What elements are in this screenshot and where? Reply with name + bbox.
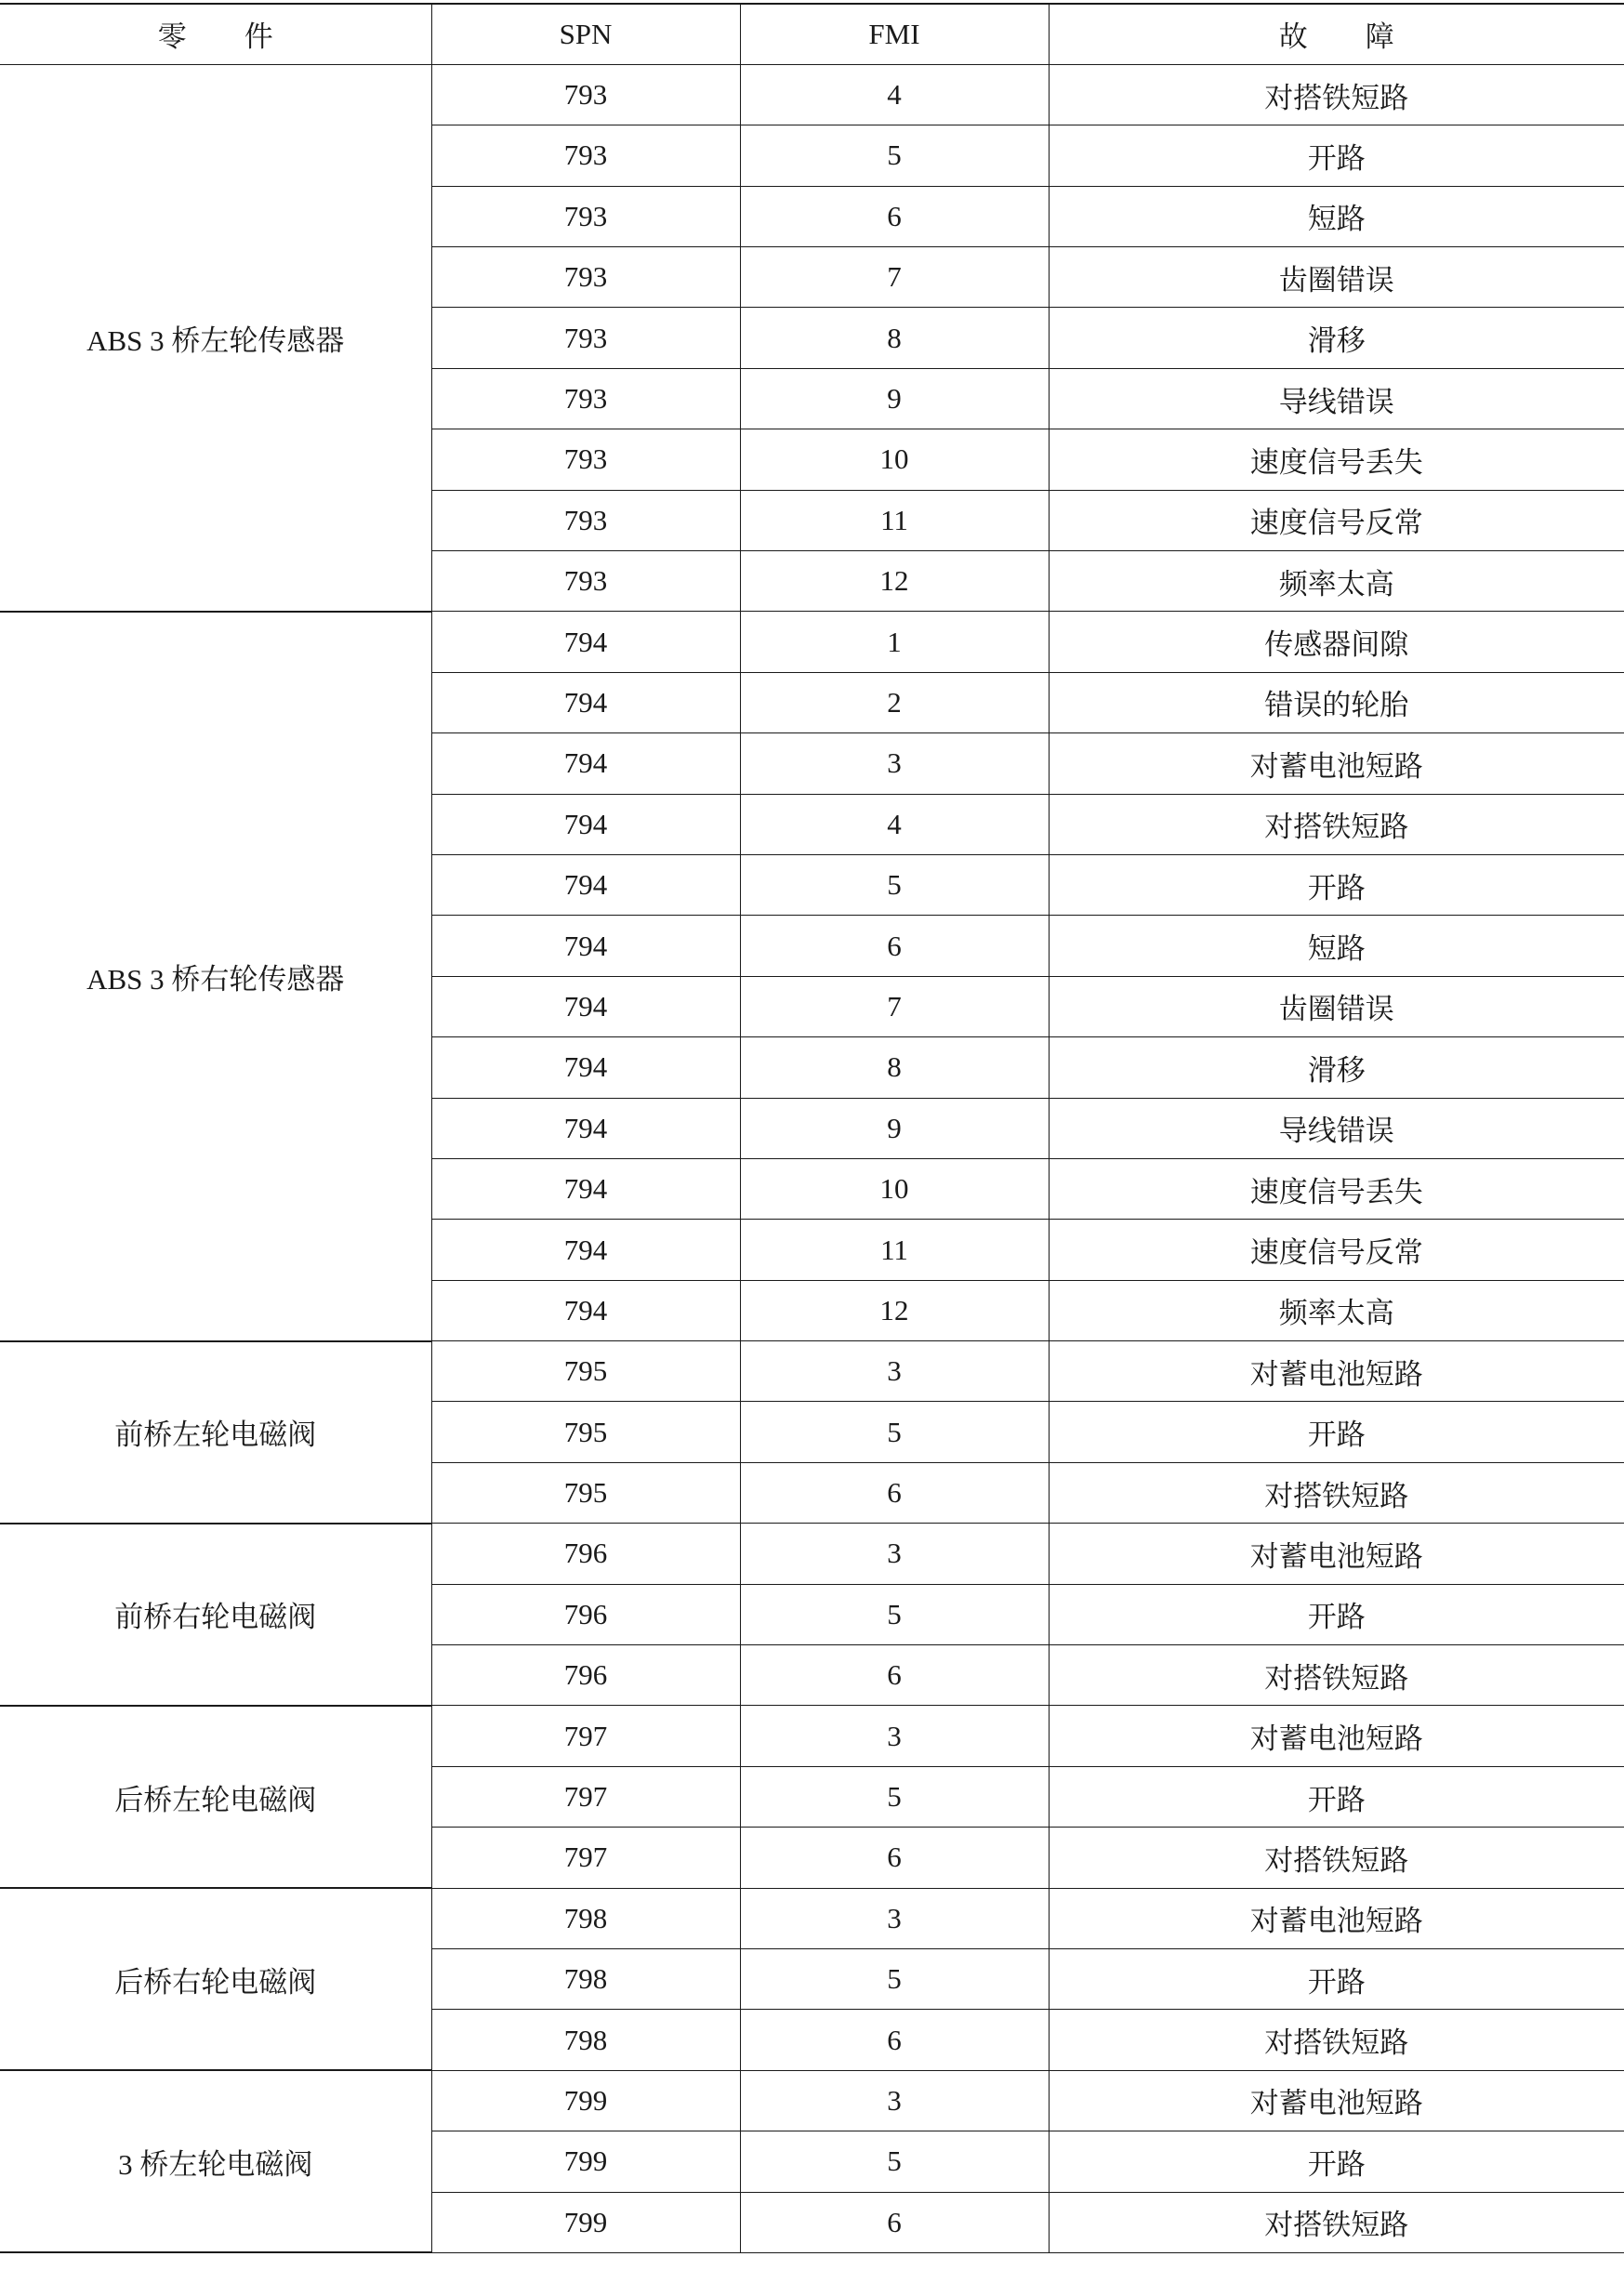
fmi-cell: 4 — [740, 794, 1049, 854]
table-row — [0, 2070, 1624, 2131]
fault-cell: 开路 — [1049, 2131, 1624, 2192]
fmi-cell: 3 — [740, 1341, 1049, 1402]
header-row — [0, 4, 1624, 64]
fmi-cell: 2 — [740, 672, 1049, 732]
fault-cell: 速度信号丢失 — [1049, 429, 1624, 490]
spn-cell: 793 — [431, 308, 740, 368]
fmi-cell: 3 — [740, 733, 1049, 794]
fmi-cell: 7 — [740, 247, 1049, 308]
fmi-cell: 10 — [740, 1158, 1049, 1219]
fault-code-table — [0, 3, 1624, 2253]
part-name-cell: 后桥右轮电磁阀 — [0, 1888, 431, 2070]
fmi-cell: 3 — [740, 1888, 1049, 1948]
fmi-cell: 11 — [740, 1220, 1049, 1280]
spn-cell: 794 — [431, 1158, 740, 1219]
fmi-cell: 9 — [740, 368, 1049, 429]
fmi-cell: 5 — [740, 2131, 1049, 2192]
fmi-cell: 3 — [740, 1706, 1049, 1766]
spn-cell: 799 — [431, 2192, 740, 2252]
spn-cell: 793 — [431, 368, 740, 429]
fault-cell: 导线错误 — [1049, 368, 1624, 429]
fault-cell: 短路 — [1049, 186, 1624, 246]
fmi-cell: 4 — [740, 64, 1049, 125]
spn-cell: 793 — [431, 490, 740, 550]
table-row — [0, 1341, 1624, 1402]
fmi-cell: 7 — [740, 976, 1049, 1036]
fmi-cell: 3 — [740, 1524, 1049, 1584]
fault-cell: 对搭铁短路 — [1049, 2010, 1624, 2070]
header-part: 零 件 — [0, 4, 431, 64]
spn-cell: 794 — [431, 794, 740, 854]
part-name-cell: 前桥左轮电磁阀 — [0, 1341, 431, 1524]
fault-cell: 齿圈错误 — [1049, 247, 1624, 308]
spn-cell: 793 — [431, 551, 740, 612]
fault-cell: 速度信号反常 — [1049, 1220, 1624, 1280]
part-name-cell: ABS 3 桥左轮传感器 — [0, 64, 431, 612]
fault-cell: 传感器间隙 — [1049, 612, 1624, 672]
fmi-cell: 5 — [740, 854, 1049, 915]
fault-cell: 开路 — [1049, 1949, 1624, 2010]
fault-cell: 对搭铁短路 — [1049, 2192, 1624, 2252]
part-name-cell: 3 桥左轮电磁阀 — [0, 2070, 431, 2252]
part-name-cell: ABS 3 桥右轮传感器 — [0, 612, 431, 1341]
fault-cell: 对蓄电池短路 — [1049, 2070, 1624, 2131]
fault-cell: 开路 — [1049, 1766, 1624, 1827]
spn-cell: 796 — [431, 1584, 740, 1644]
fmi-cell: 10 — [740, 429, 1049, 490]
fmi-cell: 6 — [740, 2192, 1049, 2252]
table-row — [0, 64, 1624, 125]
spn-cell: 793 — [431, 247, 740, 308]
fmi-cell: 5 — [740, 1584, 1049, 1644]
spn-cell: 794 — [431, 1220, 740, 1280]
spn-cell: 794 — [431, 612, 740, 672]
fault-cell: 开路 — [1049, 1584, 1624, 1644]
fmi-cell: 11 — [740, 490, 1049, 550]
fault-cell: 对蓄电池短路 — [1049, 1341, 1624, 1402]
spn-cell: 794 — [431, 1037, 740, 1098]
fault-cell: 对搭铁短路 — [1049, 1462, 1624, 1523]
spn-cell: 798 — [431, 2010, 740, 2070]
spn-cell: 797 — [431, 1828, 740, 1888]
part-name-cell: 前桥右轮电磁阀 — [0, 1524, 431, 1706]
fmi-cell: 6 — [740, 186, 1049, 246]
fault-cell: 开路 — [1049, 1402, 1624, 1462]
spn-cell: 794 — [431, 1280, 740, 1340]
spn-cell: 799 — [431, 2070, 740, 2131]
part-name-cell: 后桥左轮电磁阀 — [0, 1706, 431, 1888]
fault-cell: 速度信号反常 — [1049, 490, 1624, 550]
fmi-cell: 6 — [740, 916, 1049, 976]
fault-cell: 对搭铁短路 — [1049, 1645, 1624, 1706]
fault-cell: 齿圈错误 — [1049, 976, 1624, 1036]
spn-cell: 797 — [431, 1706, 740, 1766]
header-fault: 故 障 — [1049, 4, 1624, 64]
table-row — [0, 1888, 1624, 1948]
fault-cell: 开路 — [1049, 125, 1624, 186]
header-fmi: FMI — [740, 4, 1049, 64]
spn-cell: 794 — [431, 1098, 740, 1158]
fmi-cell: 5 — [740, 1402, 1049, 1462]
fault-cell: 错误的轮胎 — [1049, 672, 1624, 732]
spn-cell: 798 — [431, 1888, 740, 1948]
fault-cell: 导线错误 — [1049, 1098, 1624, 1158]
fault-cell: 对搭铁短路 — [1049, 64, 1624, 125]
fmi-cell: 6 — [740, 1645, 1049, 1706]
spn-cell: 796 — [431, 1645, 740, 1706]
fmi-cell: 8 — [740, 308, 1049, 368]
spn-cell: 794 — [431, 672, 740, 732]
spn-cell: 798 — [431, 1949, 740, 2010]
fmi-cell: 6 — [740, 1462, 1049, 1523]
spn-cell: 795 — [431, 1462, 740, 1523]
fmi-cell: 6 — [740, 2010, 1049, 2070]
fault-cell: 滑移 — [1049, 308, 1624, 368]
fault-cell: 短路 — [1049, 916, 1624, 976]
fault-cell: 开路 — [1049, 854, 1624, 915]
spn-cell: 797 — [431, 1766, 740, 1827]
spn-cell: 794 — [431, 916, 740, 976]
fault-cell: 频率太高 — [1049, 1280, 1624, 1340]
spn-cell: 795 — [431, 1402, 740, 1462]
fmi-cell: 5 — [740, 1766, 1049, 1827]
table-row — [0, 1524, 1624, 1584]
fault-cell: 对搭铁短路 — [1049, 1828, 1624, 1888]
fmi-cell: 5 — [740, 1949, 1049, 2010]
fmi-cell: 6 — [740, 1828, 1049, 1888]
table-row — [0, 612, 1624, 672]
fmi-cell: 12 — [740, 551, 1049, 612]
fault-cell: 频率太高 — [1049, 551, 1624, 612]
fault-cell: 对蓄电池短路 — [1049, 1706, 1624, 1766]
fault-cell: 对蓄电池短路 — [1049, 1888, 1624, 1948]
spn-cell: 794 — [431, 733, 740, 794]
fault-cell: 对蓄电池短路 — [1049, 733, 1624, 794]
fmi-cell: 8 — [740, 1037, 1049, 1098]
fault-cell: 对搭铁短路 — [1049, 794, 1624, 854]
spn-cell: 793 — [431, 64, 740, 125]
table-row — [0, 1706, 1624, 1766]
header-spn: SPN — [431, 4, 740, 64]
fault-cell: 速度信号丢失 — [1049, 1158, 1624, 1219]
spn-cell: 793 — [431, 125, 740, 186]
spn-cell: 794 — [431, 854, 740, 915]
spn-cell: 796 — [431, 1524, 740, 1584]
fault-cell: 滑移 — [1049, 1037, 1624, 1098]
spn-cell: 795 — [431, 1341, 740, 1402]
fmi-cell: 5 — [740, 125, 1049, 186]
table-body — [0, 64, 1624, 2252]
fmi-cell: 12 — [740, 1280, 1049, 1340]
spn-cell: 793 — [431, 186, 740, 246]
fault-cell: 对蓄电池短路 — [1049, 1524, 1624, 1584]
fmi-cell: 1 — [740, 612, 1049, 672]
fmi-cell: 9 — [740, 1098, 1049, 1158]
spn-cell: 794 — [431, 976, 740, 1036]
spn-cell: 799 — [431, 2131, 740, 2192]
fmi-cell: 3 — [740, 2070, 1049, 2131]
spn-cell: 793 — [431, 429, 740, 490]
